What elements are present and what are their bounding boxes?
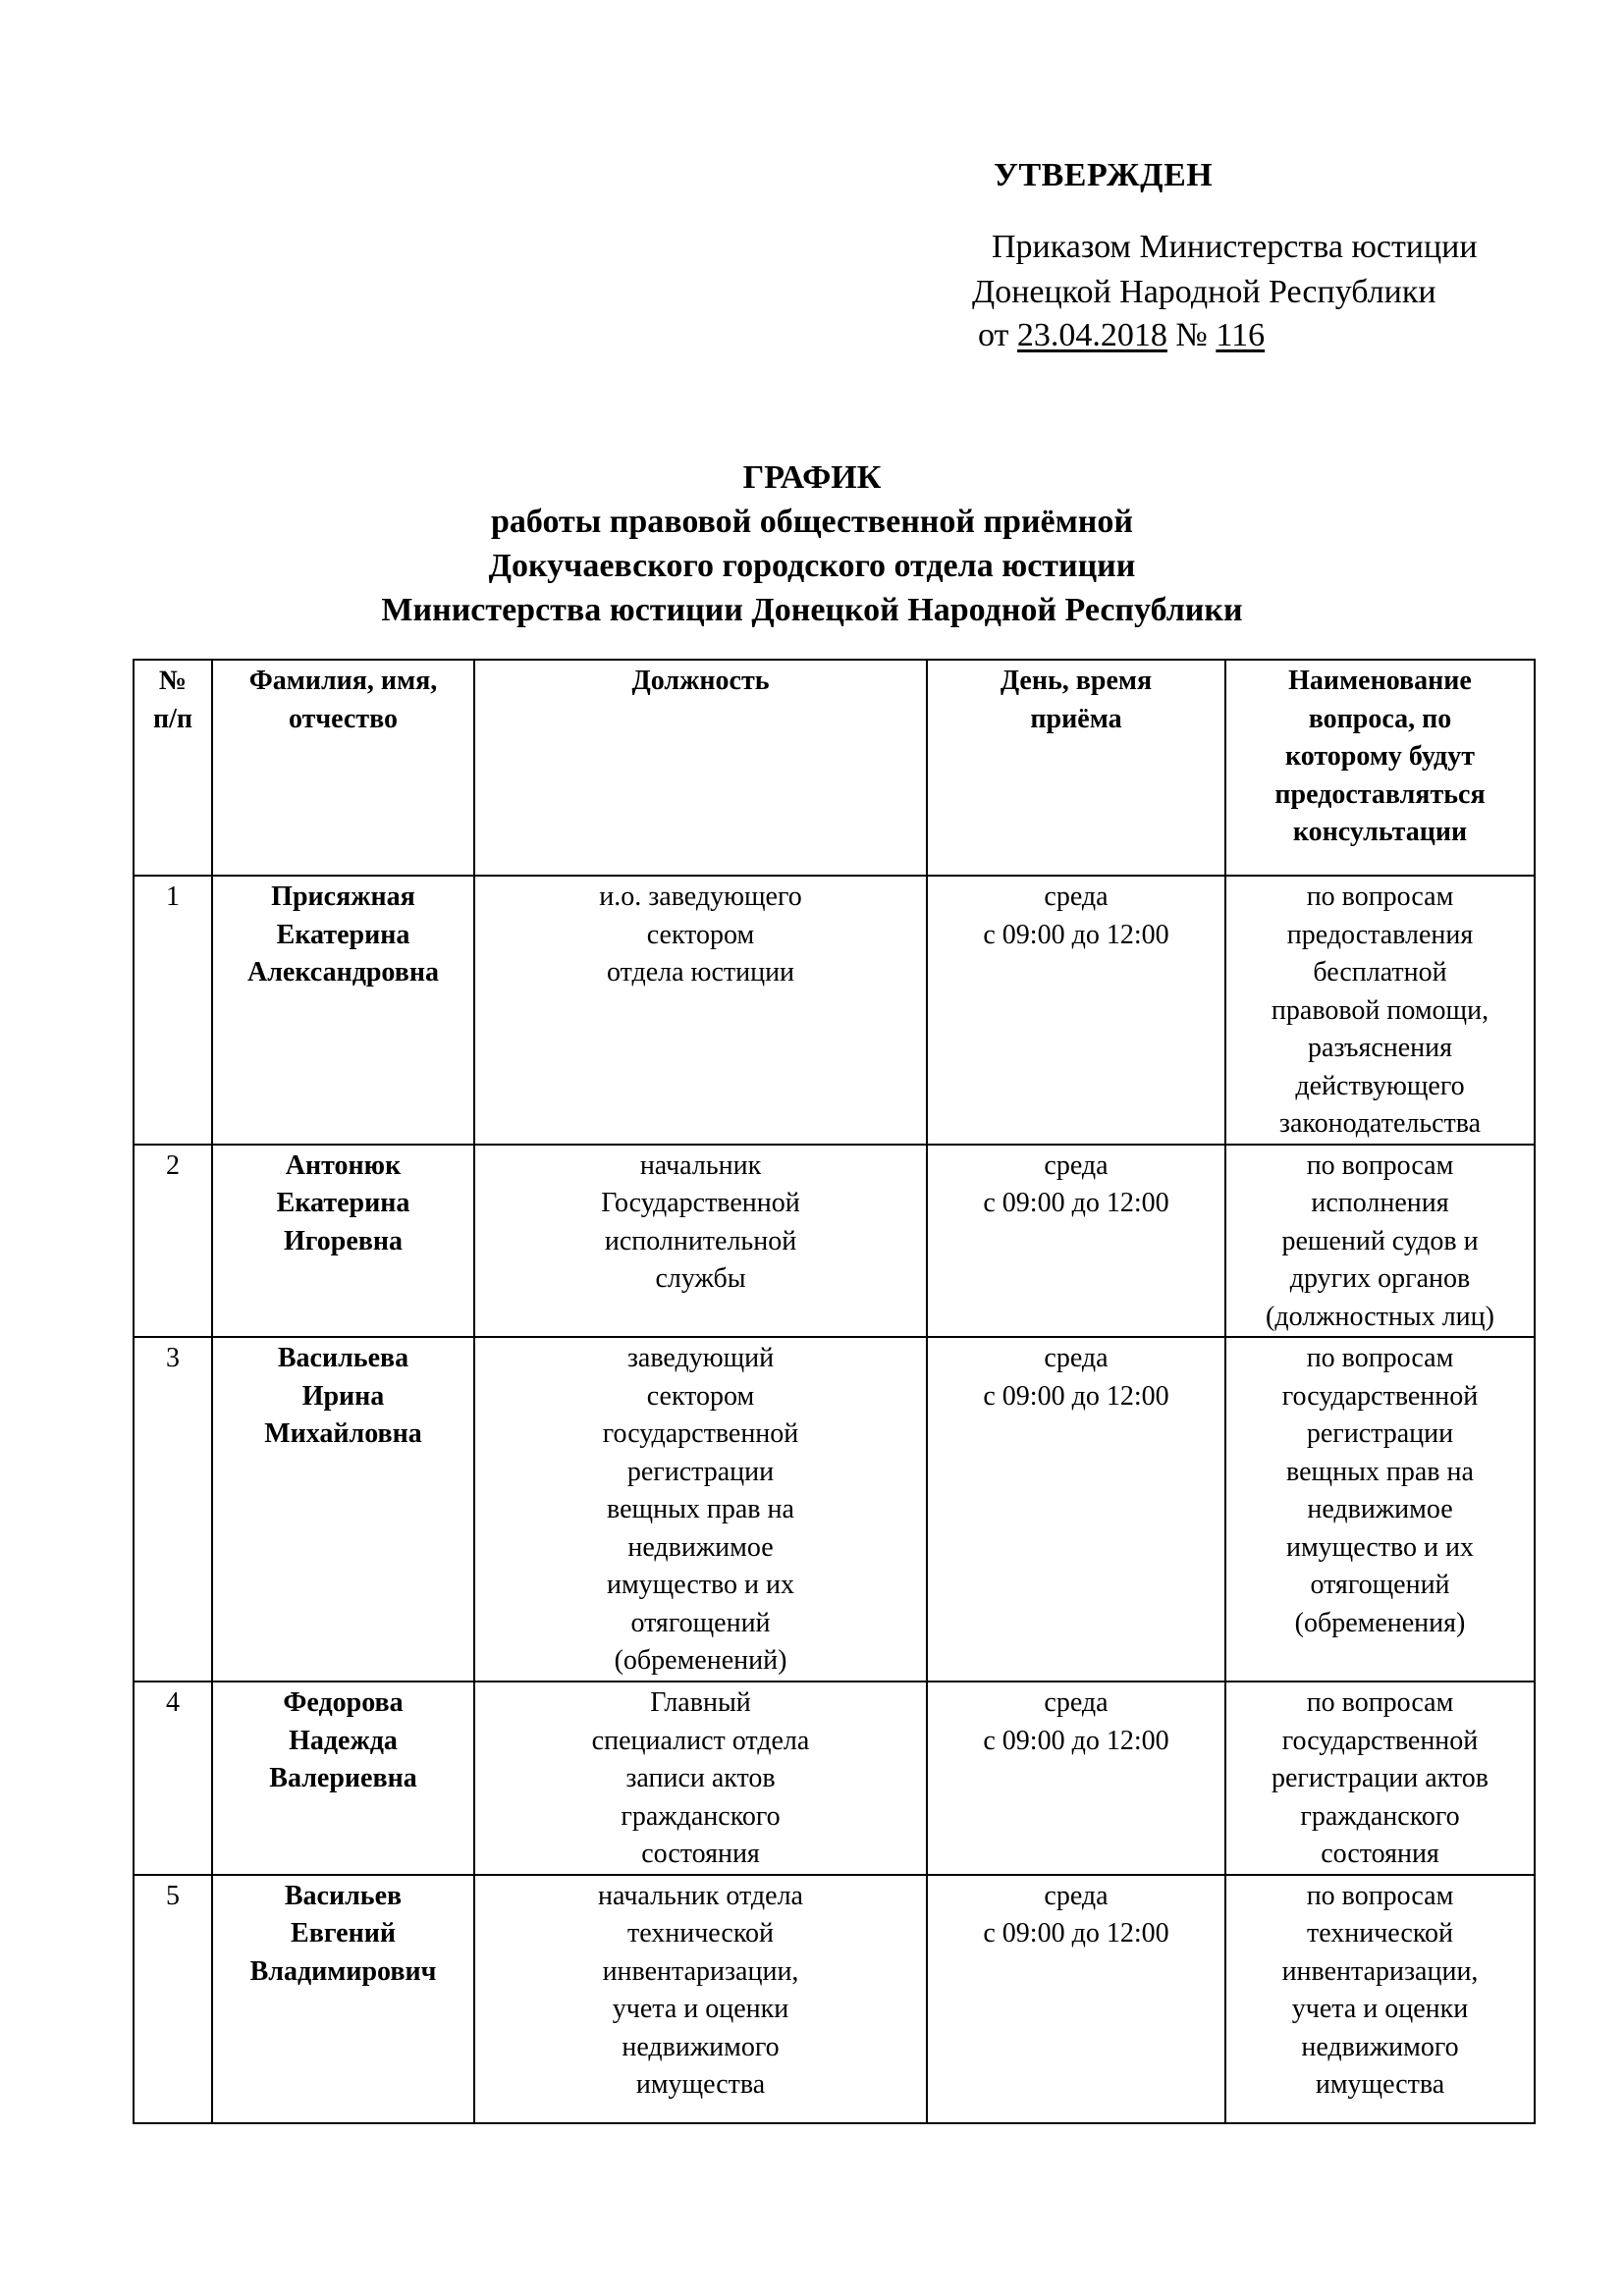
cell-text-line: недвижимое <box>1307 1494 1453 1524</box>
cell-text-line: с 09:00 до 12:00 <box>983 1918 1169 1949</box>
cell-text-line: по вопросам <box>1306 1343 1454 1373</box>
cell-text-line: отдела юстиции <box>606 957 795 988</box>
cell-text-line: Игоревна <box>283 1225 404 1256</box>
title-line-3: Министерства юстиции Донецкой Народной Республики <box>381 592 1243 628</box>
table-row <box>134 1682 1535 1875</box>
cell-text-line: Екатерина <box>276 919 410 950</box>
cell-full-name <box>212 1145 474 1338</box>
approval-order-line-2: Донецкой Народной Республики <box>972 274 1436 310</box>
cell-full-name <box>212 1875 474 2123</box>
cell-text-line: вещных прав на <box>1286 1456 1474 1487</box>
cell-text-line: гражданского <box>1300 1800 1460 1832</box>
cell-text-line: среда <box>1044 1687 1109 1718</box>
cell-text-line: начальник <box>639 1149 762 1181</box>
cell-text-line: с 09:00 до 12:00 <box>983 1380 1169 1412</box>
header-full-name <box>212 660 474 876</box>
header-topic <box>1225 660 1535 876</box>
cell-full-name <box>212 1682 474 1875</box>
cell-text-line: исполнения <box>1311 1188 1449 1218</box>
cell-text-line: предоставления <box>1286 919 1474 950</box>
cell-text-line: недвижимое <box>627 1531 774 1563</box>
cell-text-line: разъяснения <box>1307 1033 1453 1063</box>
cell-text-line: учета и оценки <box>612 1994 789 2024</box>
cell-text-line: Фамилия, имя, <box>248 666 438 696</box>
cell-text-line: по вопросам <box>1306 1149 1454 1181</box>
cell-full-name <box>212 1337 474 1682</box>
cell-text-line: регистрации <box>626 1456 775 1487</box>
from-prefix: от <box>978 317 1009 353</box>
cell-text-line: Екатерина <box>276 1188 410 1218</box>
approval-stamp: УТВЕРЖДЕН <box>994 157 1214 193</box>
cell-text-line: отчество <box>288 703 399 734</box>
cell-text-line: (должностных лиц) <box>1266 1301 1494 1332</box>
cell-text-line: состояния <box>641 1839 760 1869</box>
cell-text-line: бесплатной <box>1313 957 1447 988</box>
cell-text-line: и.о. заведующего <box>599 881 802 912</box>
cell-text-line: консультации <box>1292 817 1468 847</box>
cell-text-line: имущества <box>1315 2069 1445 2100</box>
cell-text-line: начальник отдела <box>598 1880 803 1911</box>
cell-schedule <box>927 1337 1225 1682</box>
cell-text-line: Присяжная <box>271 881 415 912</box>
cell-number: 5 <box>134 1875 212 2123</box>
table-row <box>134 876 1535 1145</box>
cell-text-line: законодательства <box>1278 1108 1482 1139</box>
cell-schedule <box>927 1145 1225 1338</box>
cell-text-line: вещных прав на <box>607 1494 794 1524</box>
cell-text-line: вопроса, по <box>1308 703 1452 734</box>
cell-topic <box>1225 1682 1535 1875</box>
order-date: 23.04.2018 <box>1016 317 1167 353</box>
cell-position <box>474 1875 927 2123</box>
cell-text-line: службы <box>655 1263 746 1294</box>
cell-topic <box>1225 876 1535 1145</box>
cell-text-line: технической <box>1306 1918 1454 1949</box>
cell-text-line: Государственной <box>601 1188 800 1218</box>
cell-schedule <box>927 1875 1225 2123</box>
approval-order-date-line <box>978 316 1265 355</box>
cell-text-line: Александровна <box>247 957 439 988</box>
cell-text-line: записи актов <box>625 1763 776 1793</box>
cell-text-line: других органов <box>1289 1263 1471 1294</box>
cell-text-line: инвентаризации, <box>602 1955 799 1987</box>
cell-text-line: предоставляться <box>1274 778 1486 810</box>
cell-text-line: по вопросам <box>1306 1687 1454 1718</box>
table-header-row <box>134 660 1535 876</box>
cell-topic <box>1225 1337 1535 1682</box>
cell-text-line: инвентаризации, <box>1281 1955 1479 1987</box>
cell-text-line: Антонюк <box>285 1149 402 1181</box>
cell-text-line: среда <box>1044 1880 1109 1911</box>
order-number: 116 <box>1216 317 1266 353</box>
table-row <box>134 1875 1535 2123</box>
cell-full-name <box>212 876 474 1145</box>
cell-schedule <box>927 1682 1225 1875</box>
cell-text-line: № <box>158 666 188 696</box>
cell-text-line: Васильева <box>277 1343 409 1373</box>
cell-position <box>474 1337 927 1682</box>
cell-text-line: приёма <box>1030 703 1122 734</box>
cell-text-line: недвижимого <box>622 2031 780 2062</box>
cell-text-line: Федорова <box>283 1687 404 1718</box>
cell-text-line: Евгений <box>291 1918 396 1949</box>
cell-text-line: сектором <box>646 919 755 950</box>
cell-text-line: гражданского <box>621 1800 781 1832</box>
cell-text-line: (обременений) <box>614 1645 787 1676</box>
approval-order-line-1: Приказом Министерства юстиции <box>992 229 1478 265</box>
number-sign: № <box>1175 317 1208 353</box>
cell-number: 4 <box>134 1682 212 1875</box>
cell-text-line: (обременения) <box>1294 1607 1466 1638</box>
cell-text-line: с 09:00 до 12:00 <box>983 919 1169 950</box>
cell-text-line: п/п <box>152 703 193 734</box>
cell-position <box>474 1145 927 1338</box>
cell-text-line: по вопросам <box>1306 1880 1454 1911</box>
cell-text-line: Владимирович <box>249 1955 437 1987</box>
cell-text-line: с 09:00 до 12:00 <box>983 1725 1169 1756</box>
cell-text-line: сектором <box>646 1380 755 1412</box>
cell-text-line: среда <box>1044 881 1109 912</box>
cell-text-line: недвижимого <box>1301 2031 1459 2062</box>
cell-text-line: Валериевна <box>269 1763 417 1793</box>
cell-text-line: государственной <box>1281 1380 1479 1412</box>
cell-text-line: с 09:00 до 12:00 <box>983 1188 1169 1218</box>
document-title <box>0 455 1624 632</box>
cell-text-line: имущество и их <box>1285 1531 1475 1563</box>
cell-text-line: действующего <box>1295 1070 1465 1101</box>
table-row <box>134 1145 1535 1338</box>
cell-text-line: Должность <box>631 666 770 696</box>
cell-number: 2 <box>134 1145 212 1338</box>
cell-text-line: среда <box>1044 1149 1109 1181</box>
cell-text-line: отягощений <box>1310 1570 1450 1600</box>
cell-text-line: специалист отдела <box>591 1725 810 1756</box>
cell-text-line: заведующий <box>626 1343 775 1373</box>
cell-text-line: государственной <box>1281 1725 1479 1756</box>
cell-text-line: Главный <box>650 1687 751 1718</box>
cell-number: 3 <box>134 1337 212 1682</box>
cell-text-line: имущество и их <box>606 1570 795 1600</box>
cell-text-line: по вопросам <box>1306 881 1454 912</box>
cell-text-line: учета и оценки <box>1291 1994 1469 2024</box>
cell-topic <box>1225 1875 1535 2123</box>
cell-text-line: отягощений <box>630 1607 771 1638</box>
cell-number: 1 <box>134 876 212 1145</box>
cell-text-line: имущества <box>635 2069 766 2100</box>
header-position <box>474 660 927 876</box>
cell-text-line: регистрации <box>1306 1418 1454 1449</box>
cell-text-line: регистрации актов <box>1271 1763 1489 1793</box>
cell-text-line: Наименование <box>1288 666 1472 696</box>
table-row <box>134 1337 1535 1682</box>
cell-schedule <box>927 876 1225 1145</box>
cell-text-line: правовой помощи, <box>1271 994 1489 1026</box>
cell-text-line: состояния <box>1321 1839 1439 1869</box>
cell-text-line: День, время <box>1000 666 1153 696</box>
cell-text-line: Михайловна <box>264 1418 422 1449</box>
title-line-1: работы правовой общественной приёмной <box>490 504 1133 540</box>
cell-text-line: среда <box>1044 1343 1109 1373</box>
cell-text-line: Васильев <box>284 1880 403 1911</box>
cell-text-line: исполнительной <box>604 1225 797 1256</box>
header-schedule <box>927 660 1225 876</box>
cell-text-line: которому будут <box>1285 741 1475 772</box>
header-number <box>134 660 212 876</box>
cell-text-line: Ирина <box>301 1380 385 1412</box>
title-heading: ГРАФИК <box>742 459 882 496</box>
cell-text-line: государственной <box>602 1418 799 1449</box>
title-line-2: Докучаевского городского отдела юстиции <box>488 548 1136 584</box>
cell-text-line: решений судов и <box>1281 1225 1479 1256</box>
cell-position <box>474 1682 927 1875</box>
cell-text-line: Надежда <box>289 1725 398 1756</box>
cell-topic <box>1225 1145 1535 1338</box>
cell-position <box>474 876 927 1145</box>
schedule-table <box>133 659 1536 2124</box>
cell-text-line: технической <box>626 1918 775 1949</box>
